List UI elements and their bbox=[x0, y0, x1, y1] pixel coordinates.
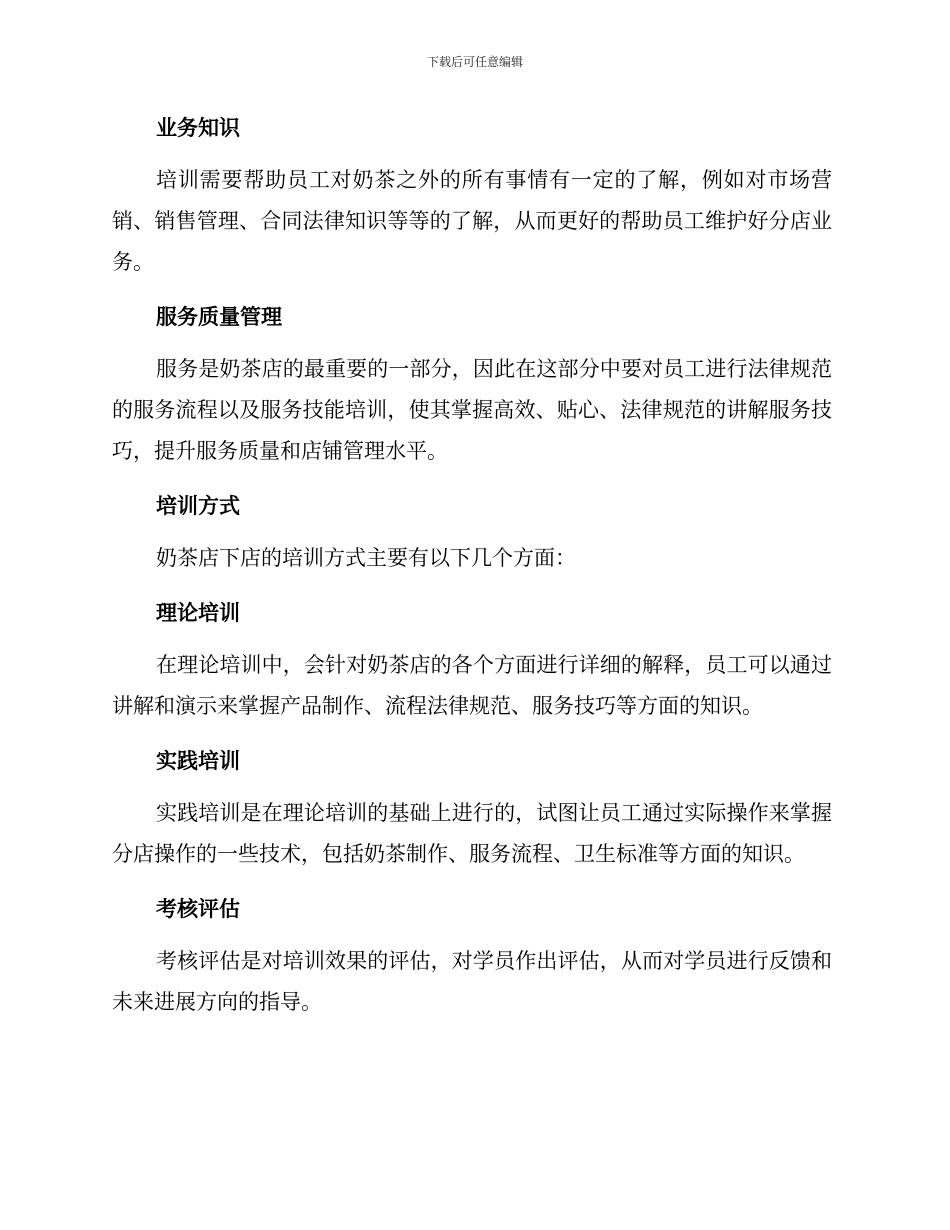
document-body bbox=[112, 108, 832, 1037]
section-business-knowledge bbox=[112, 108, 832, 283]
section-practical-training bbox=[112, 741, 832, 875]
section-paragraph: 在理论培训中，会针对奶茶店的各个方面进行详细的解释，员工可以通过讲解和演示来掌握产品制作、流程法律规范、服务技巧等方面的知识。 bbox=[112, 653, 832, 718]
section-paragraph: 实践培训是在理论培训的基础上进行的，试图让员工通过实际操作来掌握分店操作的一些技术，包括奶茶制作、服务流程、卫生标准等方面的知识。 bbox=[112, 801, 832, 866]
section-heading: 实践培训 bbox=[156, 749, 240, 773]
section-heading: 理论培训 bbox=[156, 601, 240, 625]
section-service-quality bbox=[112, 297, 832, 472]
section-heading: 服务质量管理 bbox=[156, 305, 282, 329]
section-training-methods bbox=[112, 486, 832, 579]
section-paragraph: 奶茶店下店的培训方式主要有以下几个方面： bbox=[156, 546, 576, 570]
section-paragraph: 培训需要帮助员工对奶茶之外的所有事情有一定的了解，例如对市场营销、销售管理、合同法律知识等等的了解，从而更好的帮助员工维护好分店业务。 bbox=[112, 168, 832, 274]
section-heading: 考核评估 bbox=[156, 897, 240, 921]
section-paragraph: 服务是奶茶店的最重要的一部分，因此在这部分中要对员工进行法律规范的服务流程以及服务技能培训，使其掌握高效、贴心、法律规范的讲解服务技巧，提升服务质量和店铺管理水平。 bbox=[112, 357, 832, 463]
section-assessment bbox=[112, 889, 832, 1023]
section-theory-training bbox=[112, 593, 832, 727]
page-header: 下载后可任意编辑 bbox=[426, 55, 523, 69]
section-heading: 培训方式 bbox=[156, 494, 240, 518]
section-paragraph: 考核评估是对培训效果的评估，对学员作出评估，从而对学员进行反馈和未来进展方向的指导。 bbox=[112, 949, 832, 1014]
section-heading: 业务知识 bbox=[156, 116, 240, 140]
